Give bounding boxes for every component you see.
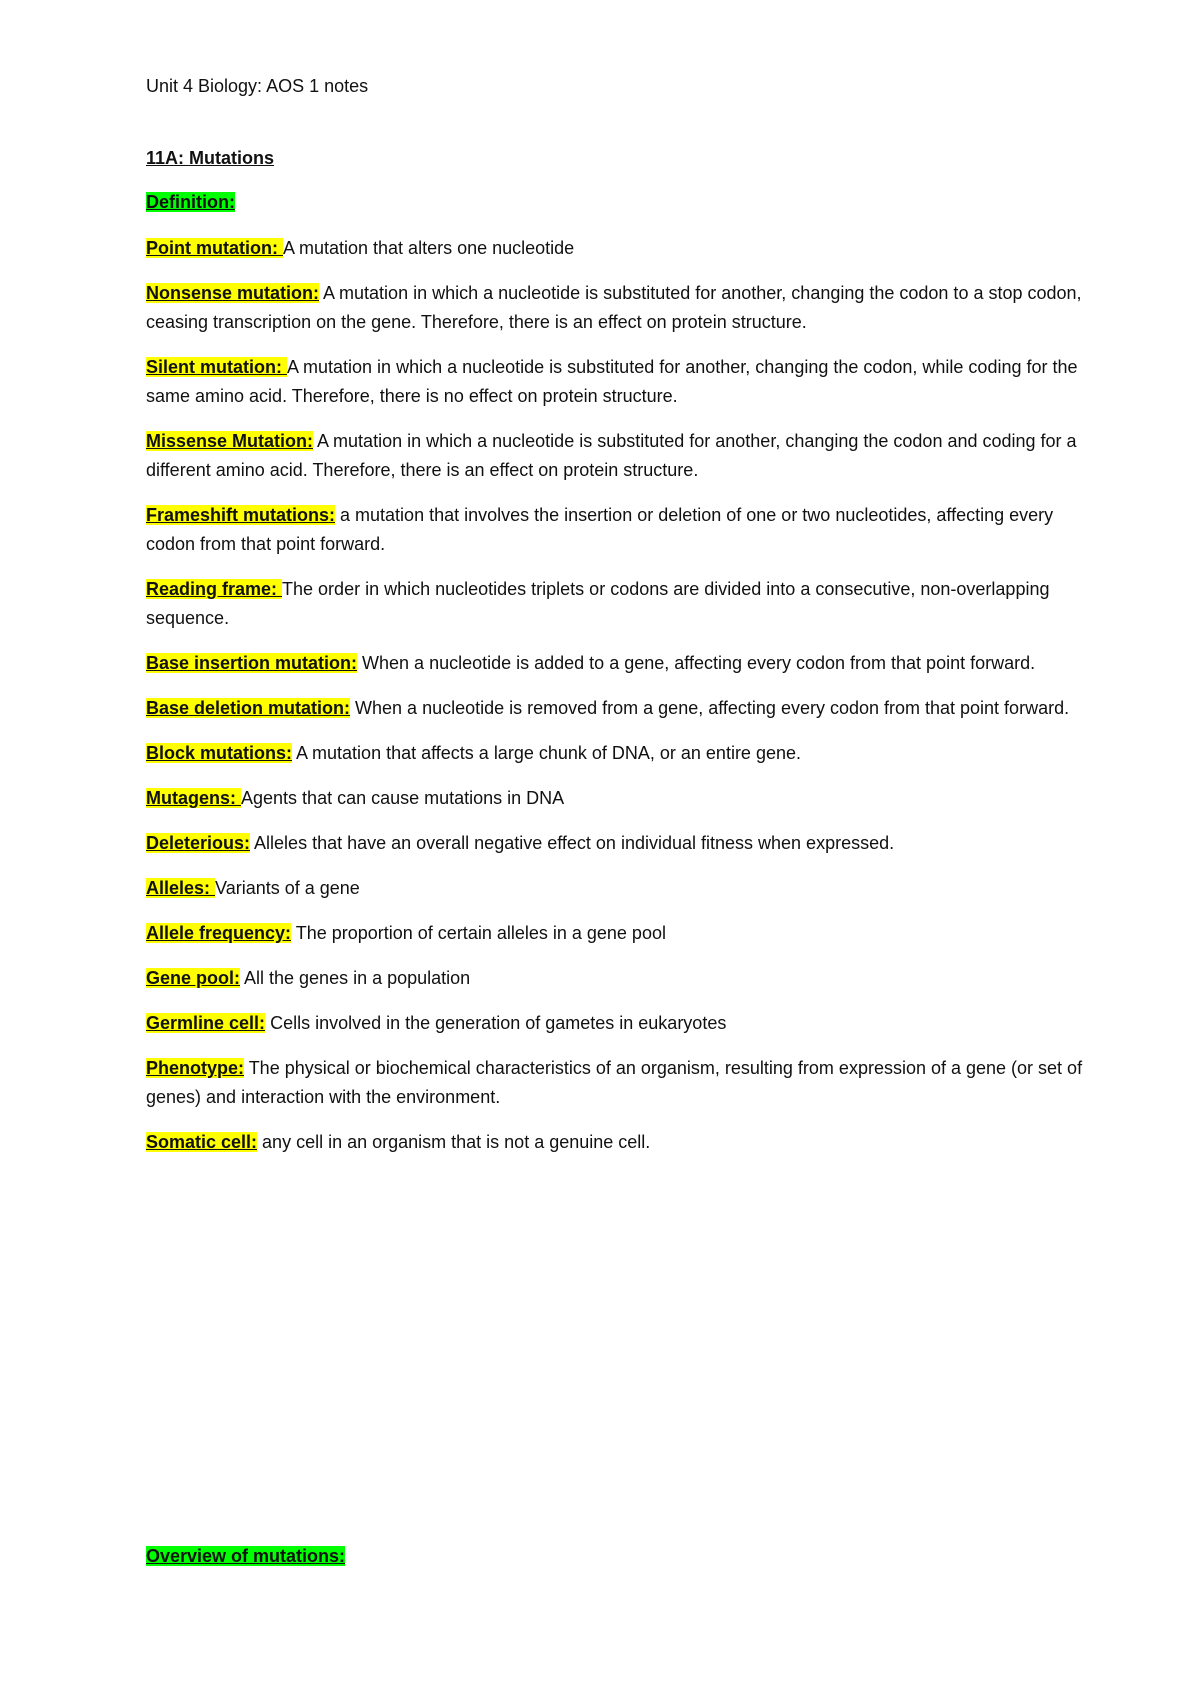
section-title: 11A: Mutations	[146, 148, 275, 168]
definition-term: Allele frequency:	[146, 923, 292, 943]
definition-item	[146, 649, 1086, 678]
definition-text: A mutation that alters one nucleotide	[282, 238, 575, 258]
definition-text: A mutation in which a nucleotide is substituted for another, changing the codon and coding for a different amino acid. Therefore, there is an effect on protein structure.	[146, 431, 1077, 480]
definition-text: The proportion of certain alleles in a gene pool	[291, 923, 666, 943]
definition-text: Agents that can cause mutations in DNA	[241, 788, 565, 808]
definition-text: a mutation that involves the insertion or deletion of one or two nucleotides, affecting every codon from that point forward.	[146, 505, 1054, 554]
definition-term: Phenotype:	[146, 1058, 245, 1078]
document-body	[146, 74, 1086, 1173]
definition-item	[146, 575, 1086, 633]
overview-heading-text: Overview of mutations:	[146, 1546, 346, 1566]
document-title: Unit 4 Biology: AOS 1 notes	[146, 76, 369, 96]
definition-heading-text: Definition:	[146, 192, 235, 212]
definition-item	[146, 234, 1086, 263]
overview-heading	[146, 1544, 345, 1568]
definition-heading	[146, 190, 1086, 214]
definition-item	[146, 694, 1086, 723]
definition-text: Variants of a gene	[215, 878, 360, 898]
definition-text: A mutation in which a nucleotide is substituted for another, changing the codon, while coding for the same amino acid. Therefore, there is no effect on protein structure.	[146, 357, 1078, 406]
definition-term: Somatic cell:	[146, 1132, 258, 1152]
definition-term: Silent mutation:	[146, 357, 287, 377]
definition-item	[146, 1009, 1086, 1038]
definition-term: Base insertion mutation:	[146, 653, 358, 673]
definition-item	[146, 964, 1086, 993]
definition-text: any cell in an organism that is not a genuine cell.	[257, 1132, 651, 1152]
definition-text: Cells involved in the generation of gametes in eukaryotes	[265, 1013, 727, 1033]
definition-text: Alleles that have an overall negative effect on individual fitness when expressed.	[250, 833, 895, 853]
definition-term: Deleterious:	[146, 833, 251, 853]
definition-term: Missense Mutation:	[146, 431, 314, 451]
definition-item	[146, 874, 1086, 903]
definition-text: The physical or biochemical characteristics of an organism, resulting from expression of a gene (or set of genes) and interaction with the environment.	[146, 1058, 1083, 1107]
definition-item	[146, 739, 1086, 768]
definition-item	[146, 1128, 1086, 1157]
definition-item	[146, 427, 1086, 485]
definition-item	[146, 279, 1086, 337]
definition-term: Point mutation:	[146, 238, 283, 258]
definition-term: Nonsense mutation:	[146, 283, 320, 303]
definition-term: Reading frame:	[146, 579, 283, 599]
definition-text: A mutation in which a nucleotide is substituted for another, changing the codon to a stop codon, ceasing transcription on the gene. Therefore, there is an effect on protein structure.	[146, 283, 1082, 332]
definition-text: When a nucleotide is removed from a gene, affecting every codon from that point forward.	[350, 698, 1070, 718]
definition-term: Alleles:	[146, 878, 216, 898]
definition-term: Base deletion mutation:	[146, 698, 351, 718]
definition-item	[146, 919, 1086, 948]
definition-text: The order in which nucleotides triplets or codons are divided into a consecutive, non-overlapping sequence.	[146, 579, 1050, 628]
definition-item	[146, 784, 1086, 813]
definition-item	[146, 501, 1086, 559]
definition-item	[146, 829, 1086, 858]
definition-term: Gene pool:	[146, 968, 240, 988]
definition-item	[146, 353, 1086, 411]
definition-item	[146, 1054, 1086, 1112]
definition-text: All the genes in a population	[240, 968, 471, 988]
definition-term: Block mutations:	[146, 743, 293, 763]
definition-text: When a nucleotide is added to a gene, affecting every codon from that point forward.	[357, 653, 1036, 673]
definition-term: Mutagens:	[146, 788, 242, 808]
definition-term: Frameshift mutations:	[146, 505, 336, 525]
definition-text: A mutation that affects a large chunk of DNA, or an entire gene.	[292, 743, 801, 763]
definition-term: Germline cell:	[146, 1013, 266, 1033]
